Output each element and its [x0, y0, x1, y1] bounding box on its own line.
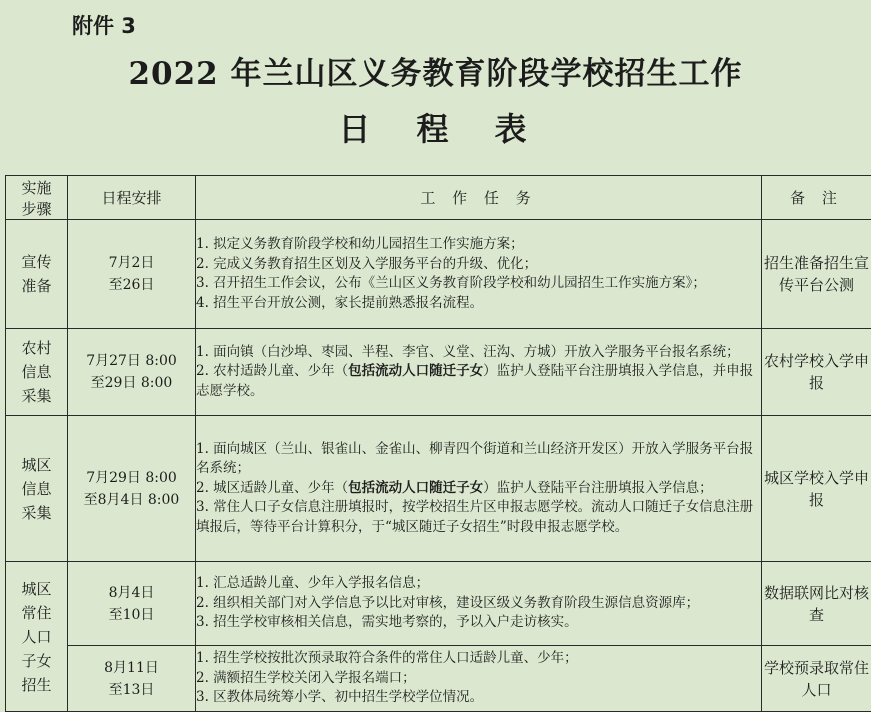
- date-cell: 7月2日 至26日: [68, 220, 196, 329]
- task-cell: [196, 562, 762, 646]
- task-item: 1. 汇总适龄儿童、少年入学报名信息；: [196, 574, 761, 594]
- column-header-notes: 备 注: [762, 176, 871, 220]
- task-item: 2. 满额招生学校关闭入学报名端口；: [196, 669, 761, 689]
- date-cell: 7月29日 8:00 至8月4日 8:00: [68, 416, 196, 562]
- task-item: 3. 招生学校审核相关信息，需实地考察的，予以入户走访核实。: [196, 613, 761, 633]
- task-item: 1. 面向镇（白沙埠、枣园、半程、李官、义堂、汪沟、方城）开放入学服务平台报名系统；: [196, 343, 761, 363]
- task-cell: [196, 329, 762, 416]
- column-header-tasks: 工 作 任 务: [196, 176, 762, 220]
- document-subtitle: 日程表: [0, 104, 871, 150]
- table-row: [6, 329, 871, 416]
- date-cell: 8月11日 至13日: [68, 646, 196, 712]
- header-row: [6, 176, 871, 220]
- task-cell: [196, 416, 762, 562]
- task-item: 1. 拟定义务教育阶段学校和幼儿园招生工作实施方案；: [196, 235, 761, 255]
- date-cell: 8月4日 至10日: [68, 562, 196, 646]
- table-row: [6, 220, 871, 329]
- step-cell: 城区常住人口子女招生: [6, 562, 68, 712]
- note-cell: 城区学校入学申报: [762, 416, 871, 562]
- attachment-label: 附件 3: [72, 10, 136, 40]
- step-cell: 农村信息采集: [6, 329, 68, 416]
- date-cell: 7月27日 8:00 至29日 8:00: [68, 329, 196, 416]
- schedule-table: [5, 175, 871, 712]
- step-cell: 城区信息采集: [6, 416, 68, 562]
- task-item: 1. 面向城区（兰山、银雀山、金雀山、柳青四个街道和兰山经济开发区）开放入学服务平台报名系统；: [196, 440, 761, 479]
- task-item: 2. 完成义务教育招生区划及入学服务平台的升级、优化；: [196, 255, 761, 275]
- table-row: [6, 562, 871, 646]
- task-item: 1. 招生学校按批次预录取符合条件的常住人口适龄儿童、少年；: [196, 649, 761, 669]
- task-item: 2. 农村适龄儿童、少年（包括流动人口随迁子女）监护人登陆平台注册填报入学信息，并申报志愿学校。: [196, 362, 761, 401]
- column-header-schedule: 日程安排: [68, 176, 196, 220]
- task-item: 2. 组织相关部门对入学信息予以比对审核，建设区级义务教育阶段生源信息资源库；: [196, 594, 761, 614]
- note-cell: 农村学校入学申报: [762, 329, 871, 416]
- task-item: 3. 区教体局统筹小学、初中招生学校学位情况。: [196, 688, 761, 708]
- document-title: 2022 年兰山区义务教育阶段学校招生工作: [0, 48, 871, 93]
- task-cell: [196, 220, 762, 329]
- note-cell: 数据联网比对核查: [762, 562, 871, 646]
- note-cell: 招生准备招生宣传平台公测: [762, 220, 871, 329]
- task-item: 4. 招生平台开放公测，家长提前熟悉报名流程。: [196, 294, 761, 314]
- column-header-step: 实施步骤: [6, 176, 68, 220]
- task-cell: [196, 646, 762, 712]
- task-item: 3. 常住人口子女信息注册填报时，按学校招生片区申报志愿学校。流动人口随迁子女信息注册填报后，等待平台计算积分，于“城区随迁子女招生”时段申报志愿学校。: [196, 498, 761, 537]
- step-cell: 宣传准备: [6, 220, 68, 329]
- table-row: [6, 416, 871, 562]
- task-item: 3. 召开招生工作会议，公布《兰山区义务教育阶段学校和幼儿园招生工作实施方案》；: [196, 274, 761, 294]
- table-row: [6, 646, 871, 712]
- note-cell: 学校预录取常住人口: [762, 646, 871, 712]
- task-item: 2. 城区适龄儿童、少年（包括流动人口随迁子女）监护人登陆平台注册填报入学信息；: [196, 479, 761, 499]
